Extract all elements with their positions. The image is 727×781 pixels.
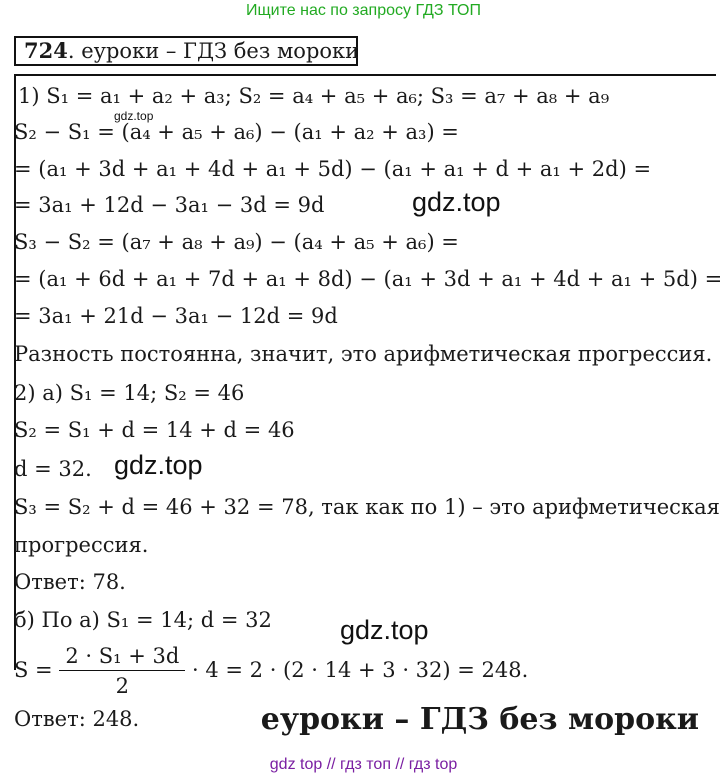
solution-line-8: Разность постоянна, значит, это арифметическая прогрессия. [14,342,713,366]
watermark-3: gdz.top [340,615,429,645]
top-banner: Ищите нас по запросу ГДЗ ТОП [246,2,481,19]
brand-slogan: еуроки – ГДЗ без мороки [260,702,699,737]
formula-numerator: 2 · S₁ + 3d [59,642,185,671]
solution-line-12: S₃ = S₂ + d = 46 + 32 = 78, так как по 1) – это арифметическая [14,495,720,519]
footer-links: gdz top // гдз топ // гдз top [269,756,458,773]
task-title-text: . еуроки – ГДЗ без мороки [67,39,360,63]
solution-line-2: S₂ − S₁ = (a₄ + a₅ + a₆) − (a₁ + a₂ + a₃) = [14,120,459,144]
watermark-2: gdz.top [114,450,203,480]
watermark-1: gdz.top [412,187,501,217]
watermark-small: gdz.top [114,109,154,123]
answer-b: Ответ: 248. [14,707,140,731]
solution-line-11: d = 32. [14,457,92,481]
formula-line [14,642,528,701]
formula-lhs: S = [14,658,53,682]
formula-denominator: 2 [115,674,130,698]
solution-line-10: S₂ = S₁ + d = 14 + d = 46 [14,418,295,442]
solution-line-15: б) По а) S₁ = 14; d = 32 [14,608,272,632]
task-title [14,36,358,66]
solution-line-13: прогрессия. [14,533,149,557]
answer-a: Ответ: 78. [14,570,126,594]
solution-line-6: = (a₁ + 6d + a₁ + 7d + a₁ + 8d) − (a₁ + 3d + a₁ + 4d + a₁ + 5d) = [14,267,723,291]
solution-line-4: = 3a₁ + 12d − 3a₁ − 3d = 9d [14,193,325,217]
solution-line-1: 1) S₁ = a₁ + a₂ + a₃; S₂ = a₄ + a₅ + a₆; S₃ = a₇ + a₈ + a₉ [18,84,610,108]
formula-fraction [59,642,185,701]
formula-rhs: · 4 = 2 · (2 · 14 + 3 · 32) = 248. [192,658,529,682]
task-number: 724 [24,38,68,63]
solution-line-7: = 3a₁ + 21d − 3a₁ − 12d = 9d [14,304,338,328]
solution-line-3: = (a₁ + 3d + a₁ + 4d + a₁ + 5d) − (a₁ + a₁ + d + a₁ + 2d) = [14,157,652,181]
solution-line-5: S₃ − S₂ = (a₇ + a₈ + a₉) − (a₄ + a₅ + a₆) = [14,230,459,254]
solution-line-9: 2) а) S₁ = 14; S₂ = 46 [14,381,245,405]
